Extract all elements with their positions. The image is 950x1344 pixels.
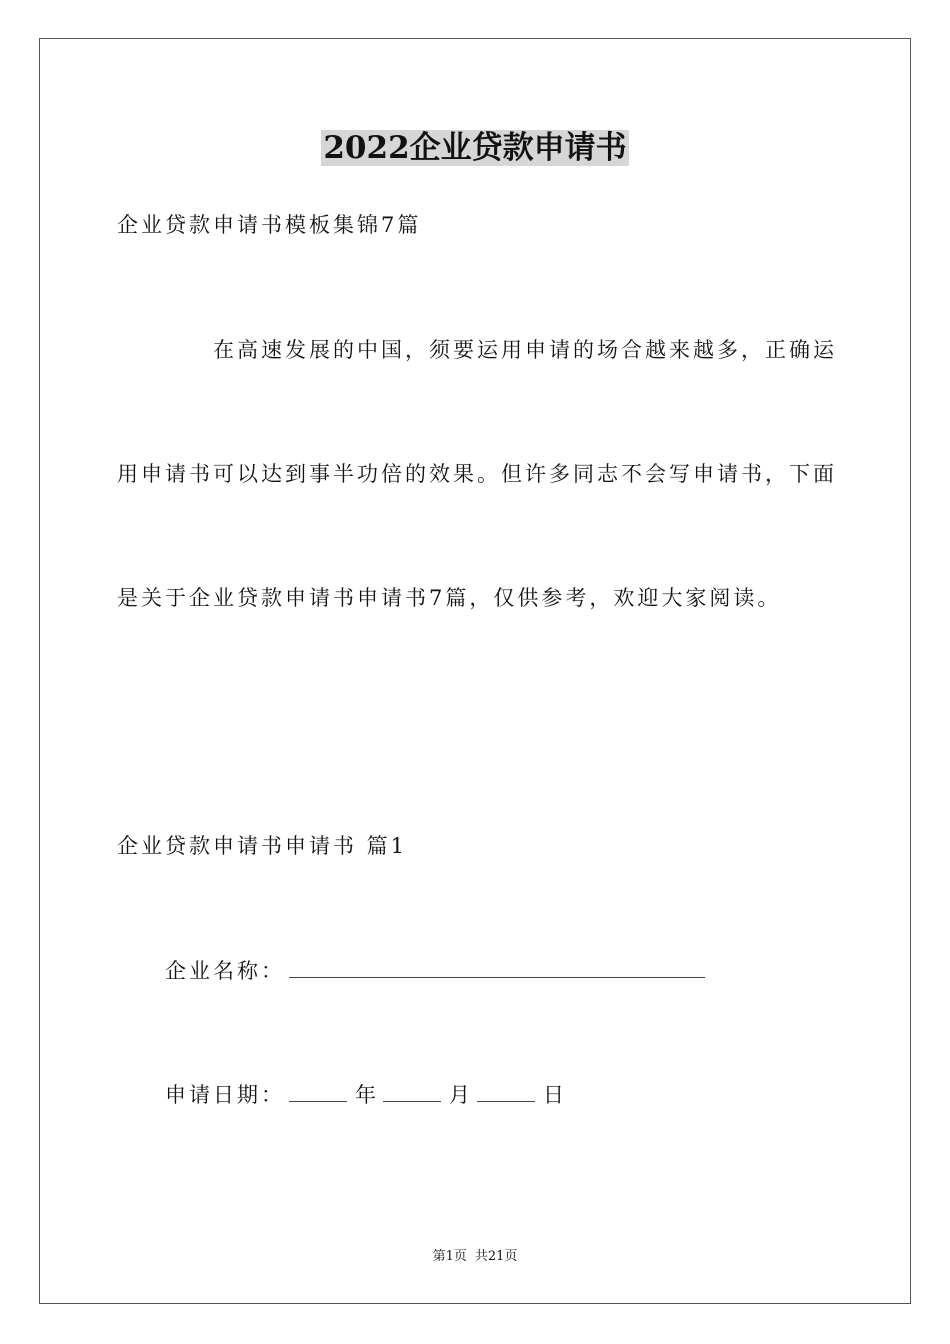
day-blank [477, 1081, 535, 1102]
application-date-field [165, 1081, 567, 1109]
year-blank [289, 1081, 347, 1102]
application-date-label: 申请日期： [165, 1083, 285, 1107]
page-total: 共21页 [474, 1249, 518, 1264]
company-name-field [165, 957, 705, 985]
month-unit: 月 [449, 1083, 473, 1107]
year-unit: 年 [355, 1083, 379, 1107]
company-name-blank [289, 957, 705, 978]
intro-line-3: 是关于企业贷款申请书申请书7篇，仅供参考，欢迎大家阅读。 [117, 586, 782, 610]
month-blank [383, 1081, 441, 1102]
company-name-label: 企业名称： [165, 959, 285, 983]
section-heading: 企业贷款申请书申请书 篇1 [117, 834, 408, 858]
page-current: 第1页 [432, 1249, 467, 1264]
page-footer [0, 1248, 950, 1266]
intro-line-2: 用申请书可以达到事半功倍的效果。但许多同志不会写申请书，下面 [117, 462, 837, 486]
intro-line-1: 在高速发展的中国，须要运用申请的场合越来越多，正确运 [213, 338, 837, 362]
document-title [0, 127, 950, 169]
document-subtitle: 企业贷款申请书模板集锦7篇 [117, 213, 422, 237]
document-title-text: 2022企业贷款申请书 [323, 130, 627, 166]
day-unit: 日 [543, 1083, 567, 1107]
